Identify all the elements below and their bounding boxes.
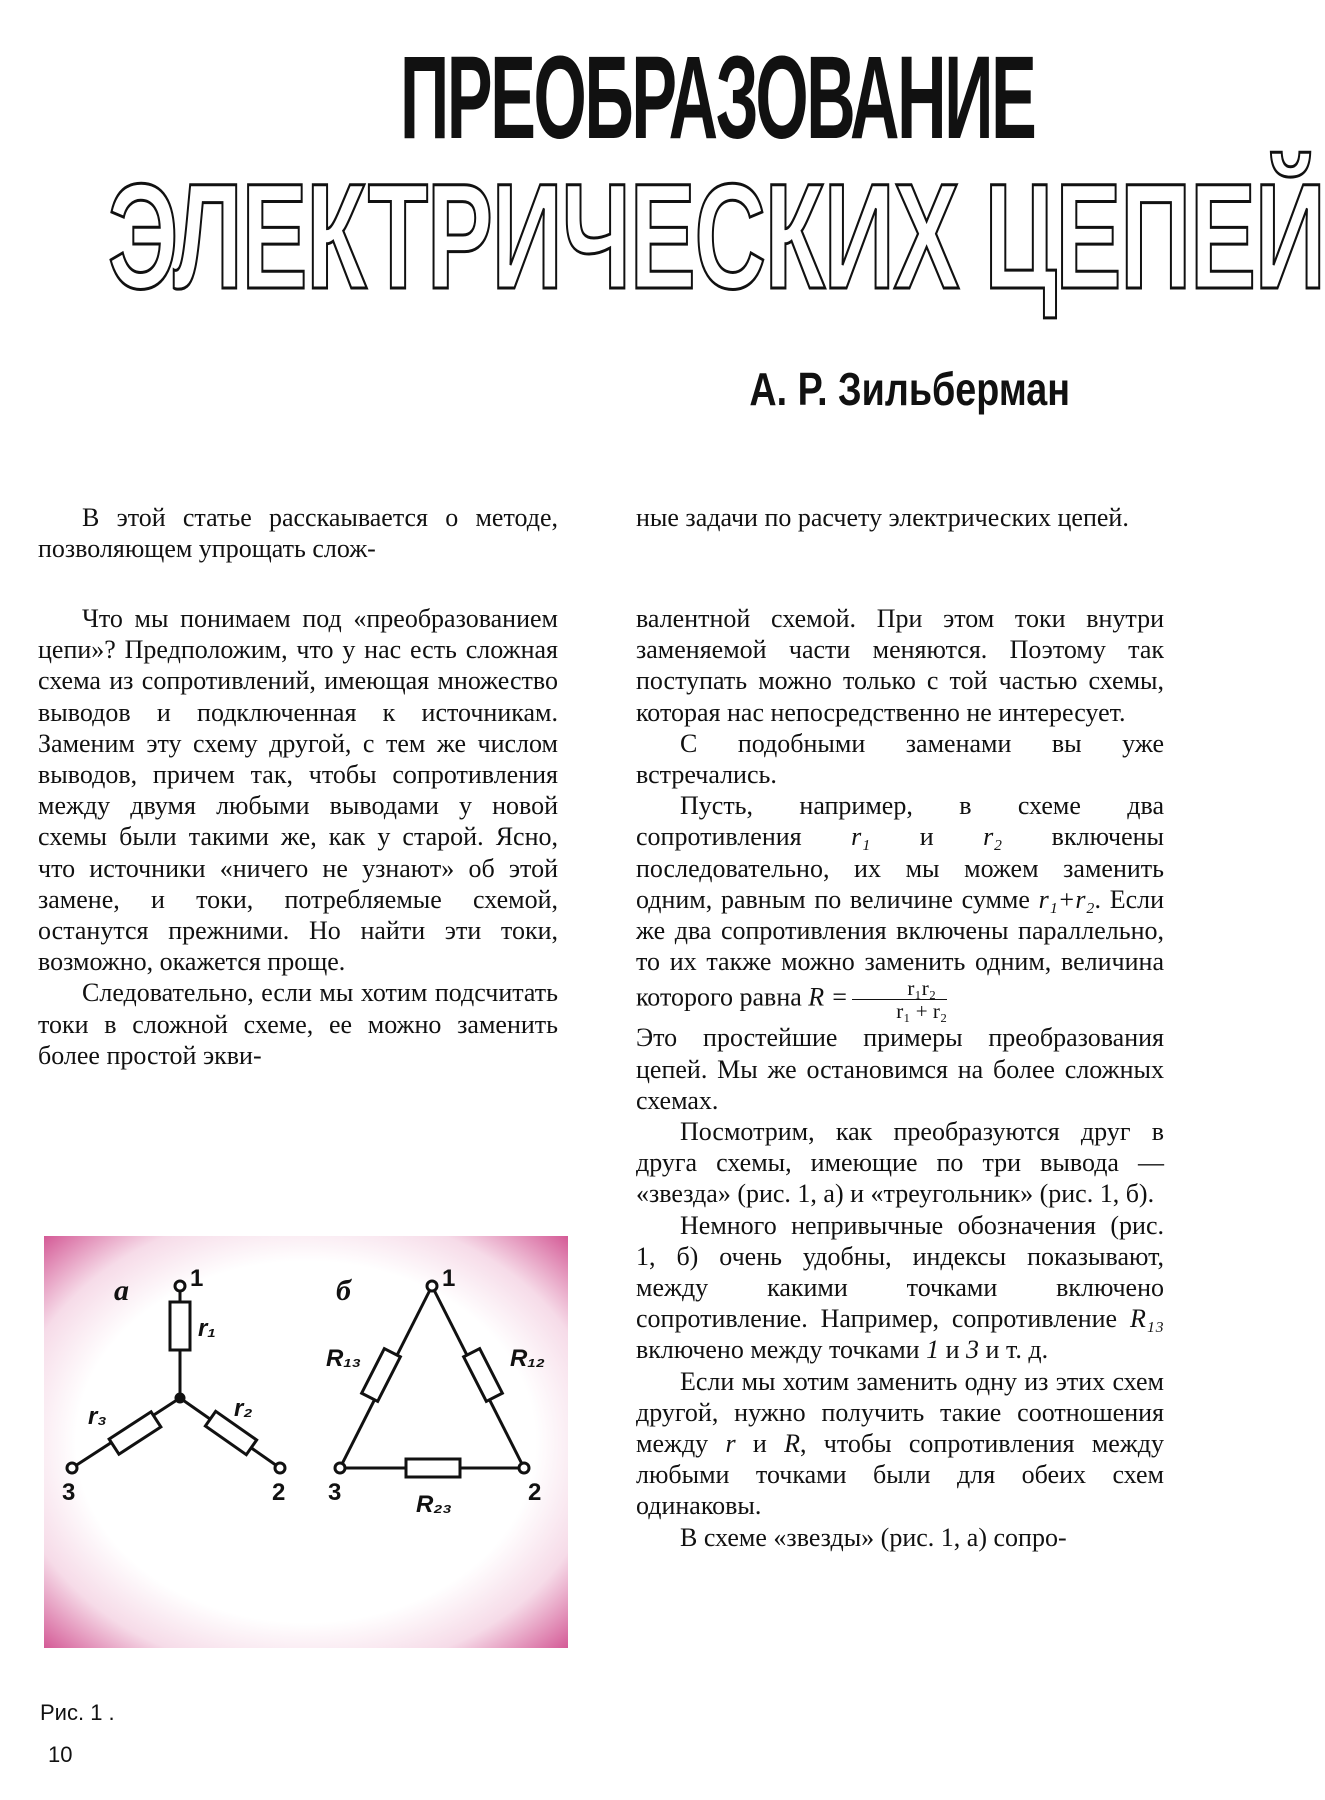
author: А. Р. Зильберман (749, 363, 1070, 415)
triangle-label-R12: R₁₂ (510, 1345, 545, 1372)
paragraph: Что мы понимаем под «преобразованием цепи»? Предположим, что у нас есть сложная схема из сопротивлений, имеющая множество выводов и подключенная к источникам. Заменим эту схему другой, с тем же числом выводов, причем так, чтобы сопротивления между двумя любыми выводами у новой схемы были такими же, как у старой. Ясно, что источники «ничего не узнают» об этой замене, и токи, потребляемые схемой, останутся прежними. Но найти эти токи, возможно, окажется проще. (38, 604, 558, 977)
fraction-formula: $\frac{\text{r₁r₂}}{\text{r₁ + r₂}}$ (852, 977, 947, 1022)
paragraph: Если мы хотим заменить одну из этих схем другой, нужно получить такие соотношения между r и R, чтобы сопротивления между любыми точками были для обеих схем одинаковы. (636, 1366, 1164, 1521)
page-number: 10 (48, 1742, 73, 1767)
label-b: б (336, 1274, 351, 1307)
paragraph: Следовательно, если мы хотим подсчитать токи в сложной схеме, ее можно заменить более простой экви- (38, 978, 558, 1070)
star-node-label-2: 2 (272, 1479, 286, 1506)
star-terminal-3 (67, 1463, 77, 1473)
star-terminal-1 (175, 1281, 185, 1291)
body-left-column (38, 603, 558, 1071)
triangle-node-label-2: 2 (528, 1479, 542, 1506)
resistor-R23 (406, 1459, 460, 1477)
paragraph: Пусть, например, в схеме два сопротивления r₁ и r₂ включены последовательно, их мы можем заменить одним, равным по величине сумме r₁+r₂. Если же два сопротивления включены параллельно, то их также можно заменить одним, величина которого равна R = $\frac{\text{r₁r₂}}{\text{r₁ + r₂}}$ (636, 791, 1165, 1024)
paragraph: Немного непривычные обозначения (рис. 1, б) очень удобны, индексы показывают, между какими точками включено сопротивление. Например, сопротивление R₁₃ включено между точками 1 и 3 и т. д. (636, 1210, 1164, 1365)
lead-right-text: ные задачи по расчету электрических цепей. (636, 503, 1129, 532)
paragraph: В схеме «звезды» (рис. 1, а) сопро- (680, 1522, 1067, 1552)
star-label-r1: r₁ (198, 1315, 216, 1342)
resistor-r1 (170, 1302, 190, 1350)
resistor-r3 (109, 1412, 161, 1454)
triangle-node-label-3: 3 (328, 1479, 342, 1506)
article-title-line1: ПРЕОБРАЗОВАНИЕ (400, 32, 1035, 164)
label-a: а (114, 1274, 129, 1307)
paragraph: Посмотрим, как преобразуются друг в друга схемы, имеющие по три вывода — «звезда» (рис. 1, а) и «треугольник» (рис. 1, б). (636, 1117, 1164, 1209)
star-terminal-2 (275, 1463, 285, 1473)
triangle-label-R13: R₁₃ (326, 1345, 362, 1372)
resistor-R12 (464, 1349, 503, 1402)
star-node-label-3: 3 (62, 1479, 76, 1506)
star-label-r2: r₂ (234, 1395, 253, 1422)
article-title-line2: ЭЛЕКТРИЧЕСКИХ ЦЕПЕЙ (108, 152, 1325, 320)
figure-1 (44, 1236, 568, 1648)
paragraph: валентной схемой. При этом токи внутри заменяемой части меняются. Поэтому так поступать можно только с той частью схемы, которая нас непосредственно не интересует. (636, 604, 1164, 727)
lead-right (636, 502, 1156, 533)
lead-left-text: В этой статье расскаывается о методе, позволяющем упрощать слож- (38, 503, 558, 564)
triangle-terminal-3 (335, 1463, 345, 1473)
star-node-label-1: 1 (190, 1265, 204, 1292)
triangle-terminal-1 (427, 1281, 437, 1291)
resistor-R13 (362, 1349, 401, 1402)
triangle-label-R23: R₂₃ (416, 1491, 452, 1518)
lead-left (38, 502, 558, 564)
star-center-node (176, 1394, 184, 1402)
triangle-node-label-1: 1 (442, 1265, 456, 1292)
body-right-column (636, 603, 1164, 1553)
triangle-terminal-2 (519, 1463, 529, 1473)
paragraph: Это простейшие примеры преобразования цепей. Мы же остановимся на более сложных схемах. (636, 1023, 1164, 1115)
circuit-diagram (44, 1236, 568, 1648)
paragraph: С подобными заменами вы уже встречались. (636, 728, 1164, 790)
star-label-r3: r₃ (88, 1403, 107, 1430)
figure-caption: Рис. 1 . (40, 1700, 115, 1725)
